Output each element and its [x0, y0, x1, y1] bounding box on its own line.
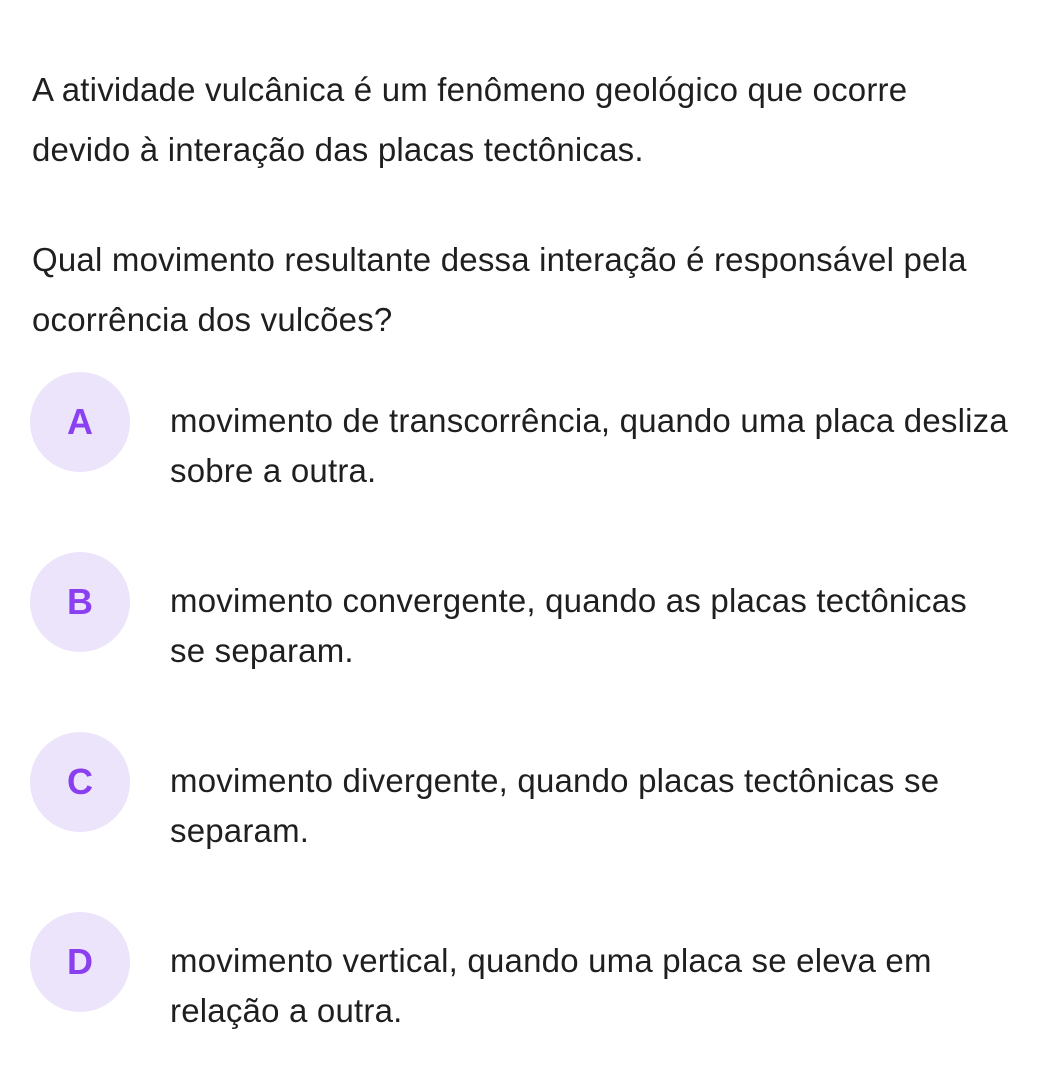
option-letter-d[interactable]: D	[30, 912, 130, 1012]
option-a[interactable]	[30, 372, 1020, 552]
option-letter-a[interactable]: A	[30, 372, 130, 472]
option-text-b[interactable]: movimento convergente, quando as placas tectônicas se separam.	[170, 582, 967, 669]
option-b[interactable]	[30, 552, 1020, 732]
option-d[interactable]	[30, 912, 1020, 1092]
option-letter-c[interactable]: C	[30, 732, 130, 832]
option-letter-b[interactable]: B	[30, 552, 130, 652]
option-c[interactable]	[30, 732, 1020, 912]
option-text-d[interactable]: movimento vertical, quando uma placa se eleva em relação a outra.	[170, 942, 932, 1029]
question-paragraph-2: Qual movimento resultante dessa interação é responsável pela ocorrência dos vulcões?	[32, 241, 967, 338]
question-paragraph-1: A atividade vulcânica é um fenômeno geológico que ocorre devido à interação das placas tectônicas.	[32, 71, 908, 168]
option-text-a[interactable]: movimento de transcorrência, quando uma placa desliza sobre a outra.	[170, 402, 1008, 489]
option-text-c[interactable]: movimento divergente, quando placas tectônicas se separam.	[170, 762, 940, 849]
question-stem	[32, 60, 1012, 350]
answer-options	[30, 372, 1020, 1092]
